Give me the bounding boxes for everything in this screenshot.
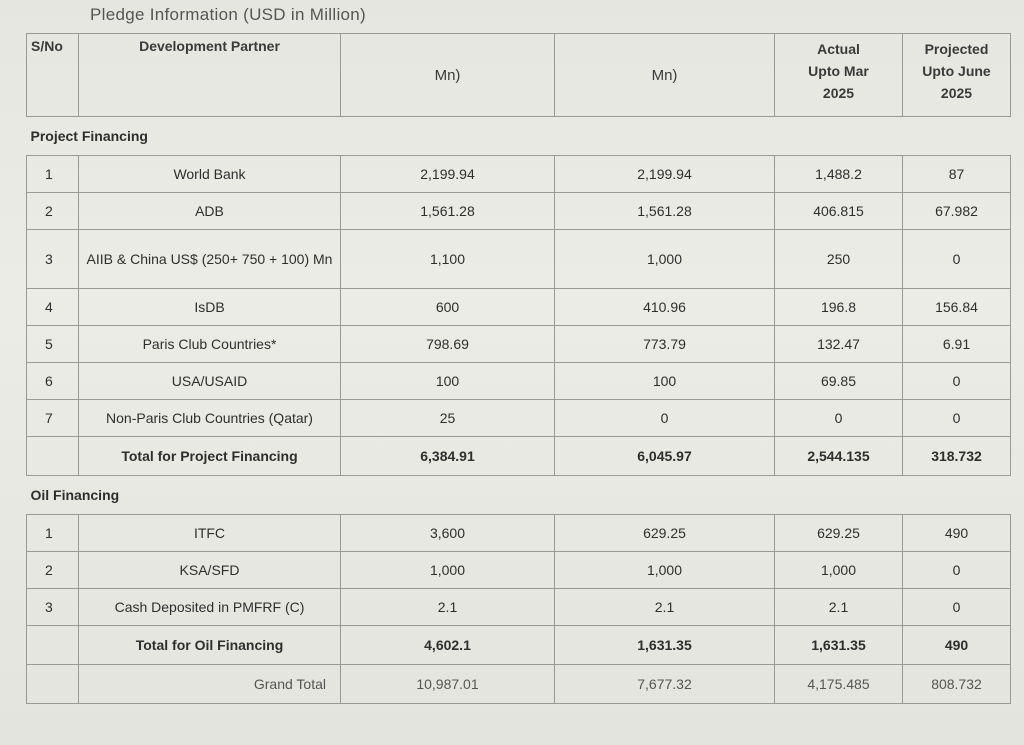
row-projected: 67.982: [903, 193, 1011, 230]
row-sno: 1: [27, 156, 79, 193]
table-row: [27, 589, 1011, 626]
row-sno: 1: [27, 515, 79, 552]
row-projected: 0: [903, 400, 1011, 437]
table-row: [27, 156, 1011, 193]
header-actual: Actual Upto Mar 2025: [775, 34, 903, 117]
header-col4: Mn): [555, 34, 775, 117]
row-col3: 600: [341, 289, 555, 326]
row-sno: 6: [27, 363, 79, 400]
table-caption: Pledge Information (USD in Million): [90, 5, 366, 24]
row-projected: 156.84: [903, 289, 1011, 326]
row-partner: Non-Paris Club Countries (Qatar): [79, 400, 341, 437]
row-sno: 5: [27, 326, 79, 363]
row-actual: 1,000: [775, 552, 903, 589]
row-col3: 798.69: [341, 326, 555, 363]
project-financing-rows: [27, 156, 1011, 437]
row-col4: 0: [555, 400, 775, 437]
header-development-partner: Development Partner: [79, 34, 341, 117]
row-partner: Cash Deposited in PMFRF (C): [79, 589, 341, 626]
row-partner: Paris Club Countries*: [79, 326, 341, 363]
header-row: [27, 34, 1011, 117]
row-projected: 0: [903, 230, 1011, 289]
row-partner: IsDB: [79, 289, 341, 326]
header-projected: Projected Upto June 2025: [903, 34, 1011, 117]
row-col3: 1,561.28: [341, 193, 555, 230]
pledge-table: [26, 33, 1011, 704]
row-col4: 1,561.28: [555, 193, 775, 230]
row-projected: 0: [903, 589, 1011, 626]
row-col4: 410.96: [555, 289, 775, 326]
table-row: [27, 552, 1011, 589]
row-col4: 100: [555, 363, 775, 400]
row-col4: 2,199.94: [555, 156, 775, 193]
total-project-financing-row: Total for Project Financing 6,384.91 6,045.97 2,544.135 318.732: [27, 437, 1011, 476]
header-col3: Mn): [341, 34, 555, 117]
table-row: [27, 326, 1011, 363]
table-row: [27, 400, 1011, 437]
row-actual: 1,488.2: [775, 156, 903, 193]
row-actual: 250: [775, 230, 903, 289]
row-col3: 1,000: [341, 552, 555, 589]
row-actual: 406.815: [775, 193, 903, 230]
oil-financing-rows: [27, 515, 1011, 626]
row-col3: 2,199.94: [341, 156, 555, 193]
row-col3: 25: [341, 400, 555, 437]
row-sno: 2: [27, 552, 79, 589]
row-sno: 7: [27, 400, 79, 437]
row-sno: 3: [27, 589, 79, 626]
row-col4: 1,000: [555, 230, 775, 289]
table-row: [27, 515, 1011, 552]
row-partner: ADB: [79, 193, 341, 230]
row-partner: ITFC: [79, 515, 341, 552]
row-actual: 2.1: [775, 589, 903, 626]
row-projected: 6.91: [903, 326, 1011, 363]
table-row: [27, 289, 1011, 326]
grand-total-label: Grand Total: [79, 665, 341, 704]
row-col4: 2.1: [555, 589, 775, 626]
row-projected: 490: [903, 515, 1011, 552]
header-sno: S/No: [27, 34, 79, 117]
row-partner: KSA/SFD: [79, 552, 341, 589]
row-partner: USA/USAID: [79, 363, 341, 400]
row-actual: 132.47: [775, 326, 903, 363]
grand-total-row: Grand Total 10,987.01 7,677.32 4,175.485 808.732: [27, 665, 1011, 704]
total-label: Total for Project Financing: [79, 437, 341, 476]
row-actual: 196.8: [775, 289, 903, 326]
total-oil-financing-row: Total for Oil Financing 4,602.1 1,631.35 1,631.35 490: [27, 626, 1011, 665]
row-col3: 3,600: [341, 515, 555, 552]
section-project-financing: Project Financing: [27, 117, 1011, 156]
row-col3: 100: [341, 363, 555, 400]
row-col3: 2.1: [341, 589, 555, 626]
row-sno: 4: [27, 289, 79, 326]
row-actual: 69.85: [775, 363, 903, 400]
row-sno: 3: [27, 230, 79, 289]
row-actual: 0: [775, 400, 903, 437]
row-projected: 0: [903, 552, 1011, 589]
table-row: [27, 363, 1011, 400]
row-projected: 87: [903, 156, 1011, 193]
row-sno: 2: [27, 193, 79, 230]
total-label: Total for Oil Financing: [79, 626, 341, 665]
row-projected: 0: [903, 363, 1011, 400]
table-row: [27, 230, 1011, 289]
row-col4: 773.79: [555, 326, 775, 363]
row-partner: AIIB & China US$ (250+ 750 + 100) Mn: [79, 230, 341, 289]
row-partner: World Bank: [79, 156, 341, 193]
row-col3: 1,100: [341, 230, 555, 289]
section-oil-financing: Oil Financing: [27, 476, 1011, 515]
row-actual: 629.25: [775, 515, 903, 552]
table-row: [27, 193, 1011, 230]
row-col4: 629.25: [555, 515, 775, 552]
row-col4: 1,000: [555, 552, 775, 589]
